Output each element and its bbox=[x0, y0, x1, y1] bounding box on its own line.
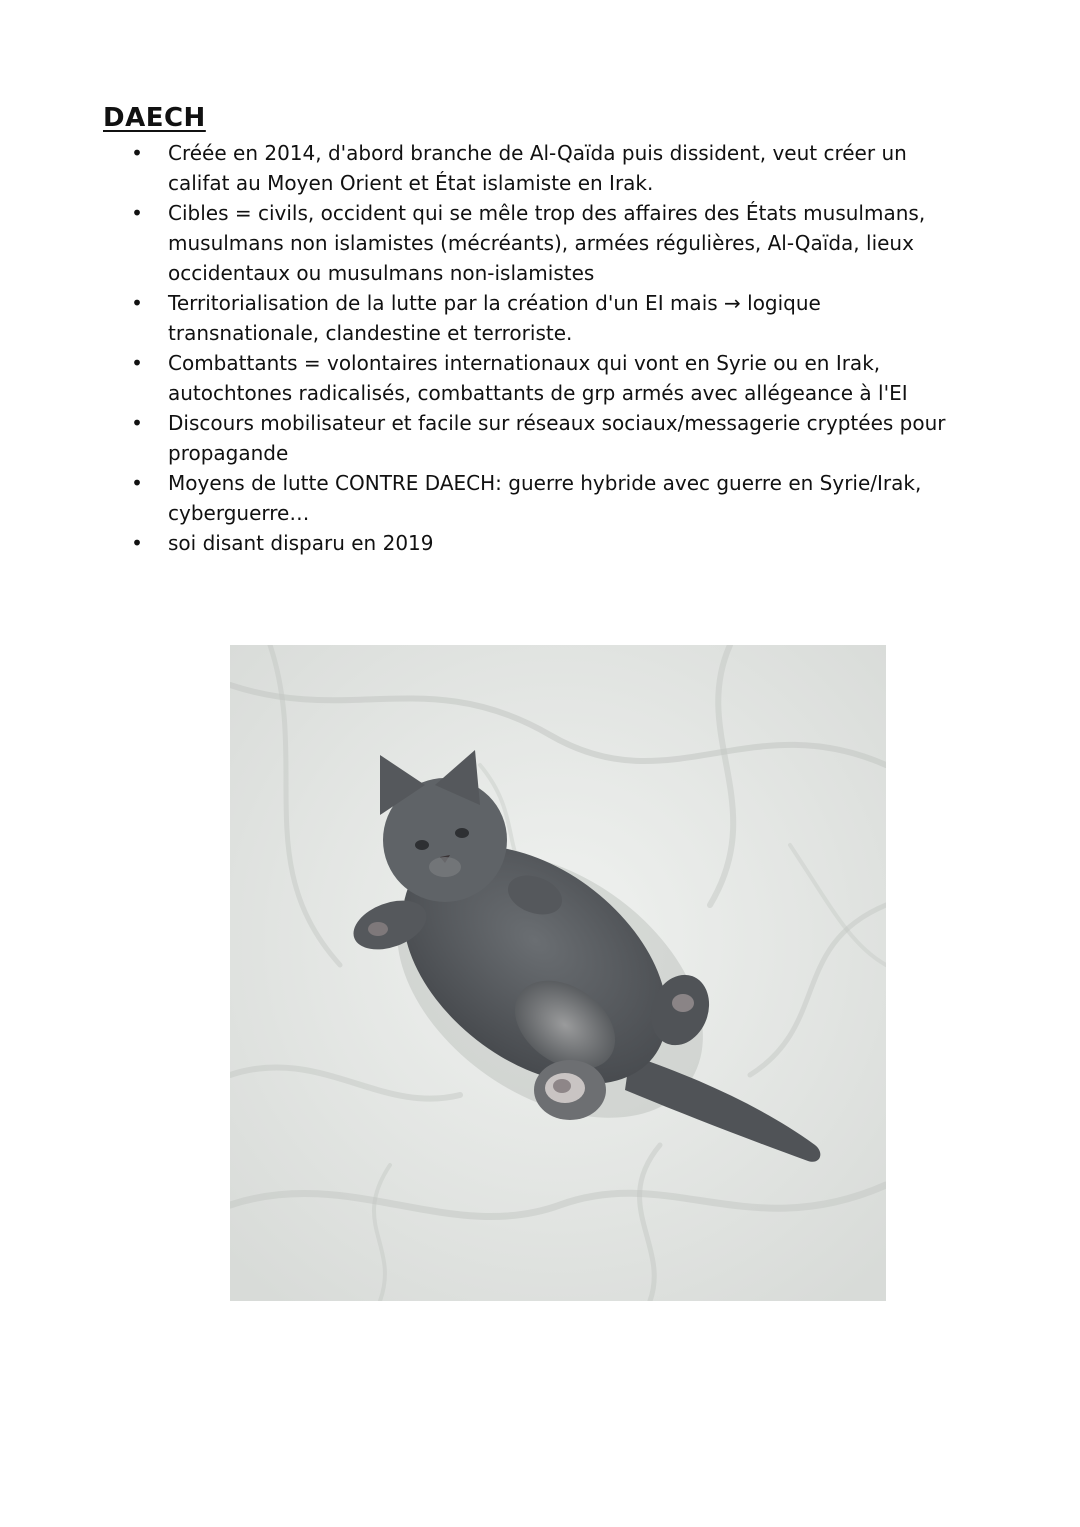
list-item-text: Moyens de lutte CONTRE DAECH: guerre hybride avec guerre en Syrie/Irak, cyberguerre… bbox=[168, 471, 922, 525]
bullet-list bbox=[130, 138, 960, 558]
kitten-photo bbox=[230, 645, 886, 1301]
kitten-muzzle bbox=[429, 857, 461, 877]
paw-pad bbox=[368, 922, 388, 936]
list-item-text: Créée en 2014, d'abord branche de Al-Qaïda puis dissident, veut créer un califat au Moyen Orient et État islamiste en Irak. bbox=[168, 141, 907, 195]
list-item-text: Cibles = civils, occident qui se mêle trop des affaires des États musulmans, musulmans non islamistes (mécréants), armées régulières, Al-Qaïda, lieux occidentaux ou musulmans non-islamistes bbox=[168, 201, 926, 285]
list-item bbox=[130, 408, 960, 468]
bullet-marker: • bbox=[131, 141, 143, 165]
list-item bbox=[130, 348, 960, 408]
paw-pad bbox=[672, 994, 694, 1012]
list-item bbox=[130, 138, 960, 198]
bullet-marker: • bbox=[131, 531, 143, 555]
list-item-text: soi disant disparu en 2019 bbox=[168, 531, 434, 555]
list-item bbox=[130, 468, 960, 528]
bullet-marker: • bbox=[131, 411, 143, 435]
page-title: DAECH bbox=[103, 103, 206, 133]
kitten-eye-right bbox=[455, 828, 469, 838]
list-item bbox=[130, 528, 960, 558]
list-item bbox=[130, 288, 960, 348]
bullet-marker: • bbox=[131, 201, 143, 225]
kitten-illustration bbox=[230, 645, 886, 1301]
kitten-eye-left bbox=[415, 840, 429, 850]
paw-pad bbox=[553, 1079, 571, 1093]
list-item-text: Discours mobilisateur et facile sur réseaux sociaux/messagerie cryptées pour propagande bbox=[168, 411, 946, 465]
bullet-marker: • bbox=[131, 471, 143, 495]
bullet-marker: • bbox=[131, 291, 143, 315]
bullet-marker: • bbox=[131, 351, 143, 375]
list-item-text: Territorialisation de la lutte par la création d'un EI mais → logique transnationale, clandestine et terroriste. bbox=[168, 291, 821, 345]
list-item-text: Combattants = volontaires internationaux qui vont en Syrie ou en Irak, autochtones radicalisés, combattants de grp armés avec allégeance à l'EI bbox=[168, 351, 908, 405]
list-item bbox=[130, 198, 960, 288]
